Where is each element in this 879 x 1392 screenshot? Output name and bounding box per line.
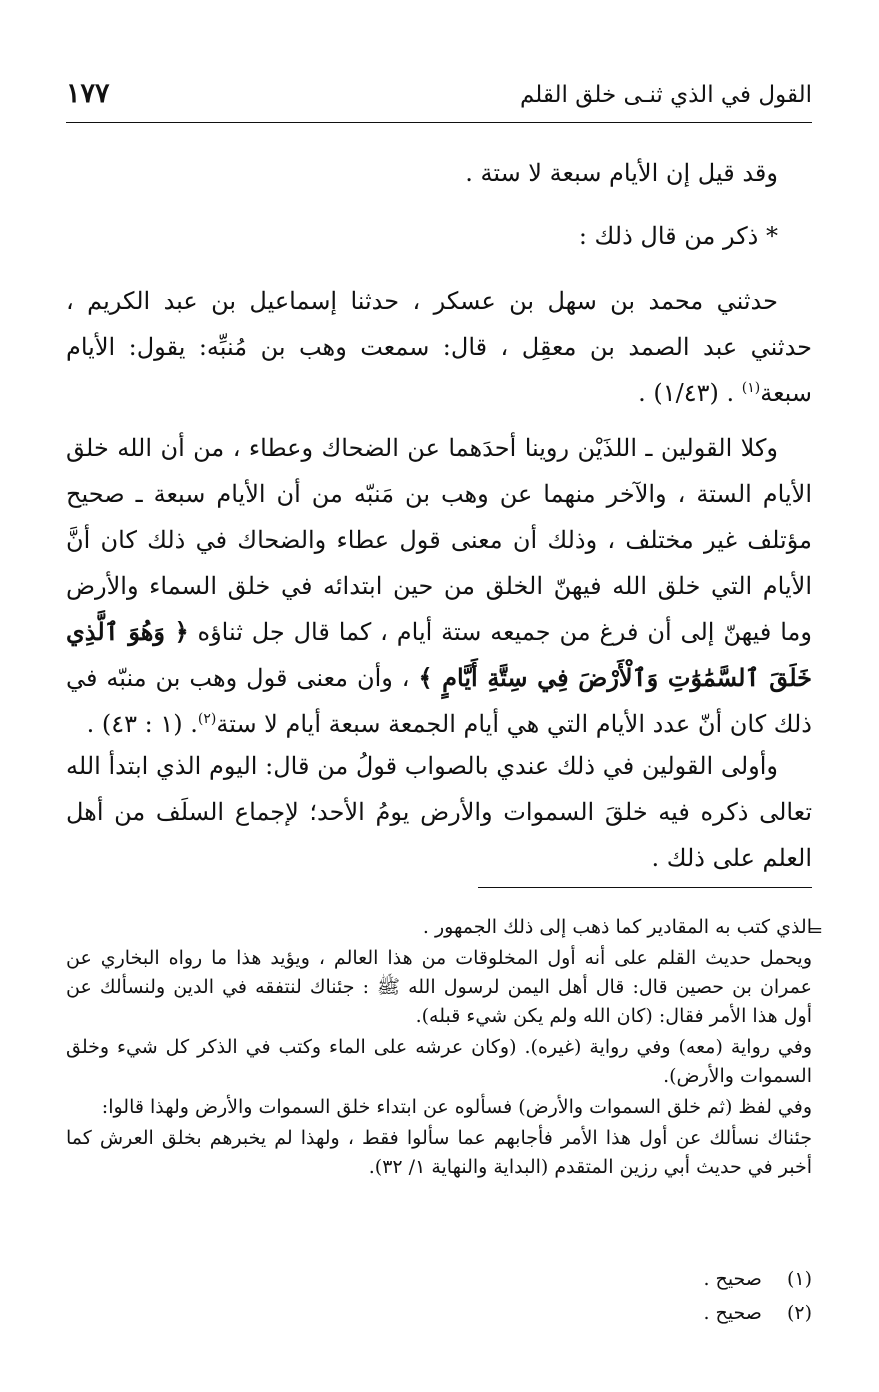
paragraph-4 — [66, 425, 812, 747]
header-rule — [66, 122, 812, 123]
paragraph-1-text: وقد قيل إن الأيام سبعة لا ستة . — [465, 159, 778, 187]
page-number: ١٧٧ — [66, 78, 110, 109]
paragraph-5-text: وأولى القولين في ذلك عندي بالصواب قولُ من قال: اليوم الذي ابتدأ الله تعالى ذكره فيه خلقَ السموات والأرض يومُ الأحد؛ لإجماع السلَف من أهل العلم على ذلك . — [66, 752, 813, 872]
footnote-line: الذي كتب به المقادير كما ذهب إلى ذلك الجمهور . — [422, 916, 812, 938]
paragraph-2 — [66, 213, 812, 259]
paragraph-3-text: حدثني محمد بن سهل بن عسكر ، حدثنا إسماعيل بن عبد الكريم ، حدثني عبد الصمد بن معقِل ، قال: سمعت وهب بن مُنبِّه: يقول: الأيام سبعة — [66, 287, 812, 407]
footnote-2-number: (٢) — [786, 1302, 812, 1324]
footnote-line: وفي رواية (معه) وفي رواية (غيره). (وكان عرشه على الماء وكتب في الذكر كل شيء وخلق السموات والأرض). — [66, 1036, 812, 1087]
paragraph-4-text-b: ، وأن معنى قول وهب بن منبّه في ذلك كان أنّ عدد الأيام التي هي أيام الجمعة سبعة أيام لا ستة — [66, 664, 812, 738]
paragraph-1 — [66, 150, 812, 196]
footnote-2 — [703, 1302, 812, 1324]
quran-verse: ﴿ وَهُوَ ٱلَّذِي خَلَقَ ٱلسَّمَٰوَٰتِ وَٱلْأَرْضَ فِي سِتَّةِ أَيَّامٍ ﴾ — [66, 617, 812, 692]
running-header — [66, 78, 812, 122]
footnote-ref-1: (١) — [741, 380, 761, 396]
footnote-ref-2: (٢) — [197, 711, 217, 727]
paragraph-2-text: * ذكر من قال ذلك : — [578, 222, 778, 250]
footnote-1-number: (١) — [786, 1268, 812, 1290]
footnote-continuation — [66, 913, 812, 1184]
footnote-line: جئناك نسألك عن أول هذا الأمر فأجابهم عما سألوا فقط ، ولهذا لم يخبرهم بخلق العرش كما أخبر في حديث أبي رزين المتقدم (البداية والنهاية ١/ ٣٢). — [66, 1127, 812, 1178]
footnote-line: وفي لفظ (ثم خلق السموات والأرض) فسألوه عن ابتداء خلق السموات والأرض ولهذا قالوا: — [101, 1096, 812, 1118]
footnote-2-text: صحيح . — [703, 1302, 762, 1324]
footnote-separator — [478, 887, 812, 888]
footnote-1-text: صحيح . — [703, 1268, 762, 1290]
paragraph-5 — [66, 743, 812, 881]
paragraph-3-end: . (١/٤٣) . — [638, 379, 742, 407]
paragraph-4-end: . (١ : ٤٣) . — [86, 710, 198, 738]
footnote-continuation-mark: = — [808, 920, 824, 941]
paragraph-3 — [66, 278, 812, 416]
footnote-line: ويحمل حديث القلم على أنه أول المخلوقات من هذا العالم ، ويؤيد هذا ما رواه البخاري عن عمران بن حصين قال: قال أهل اليمن لرسول الله ﷺ : جئناك لنتفقه في الدين ولنسألك عن أول هذا الأمر فقال: (كان الله ولم يكن شيء قبله). — [66, 947, 812, 1027]
footnote-1 — [703, 1268, 812, 1290]
paragraph-4-text-a: وكلا القولين ـ اللذَيْن روينا أحدَهما عن الضحاك وعطاء ، من أن الله خلق الأيام الستة ، والآخر منهما عن وهب بن مَنبّه من أن الأيام سبعة ـ صحيح مؤتلف غير مختلف ، وذلك أن معنى قول عطاء والضحاك في ذلك كان أنَّ الأيام التي خلق الله فيهنّ الخلق من حين ابتدائه في خلق السماء والأرض وما فيهنّ إلى أن فرغ من جميعه ستة أيام ، كما قال جل ثناؤه — [66, 434, 812, 646]
header-title: القول في الذي ثنـى خلق القلم — [519, 82, 812, 108]
